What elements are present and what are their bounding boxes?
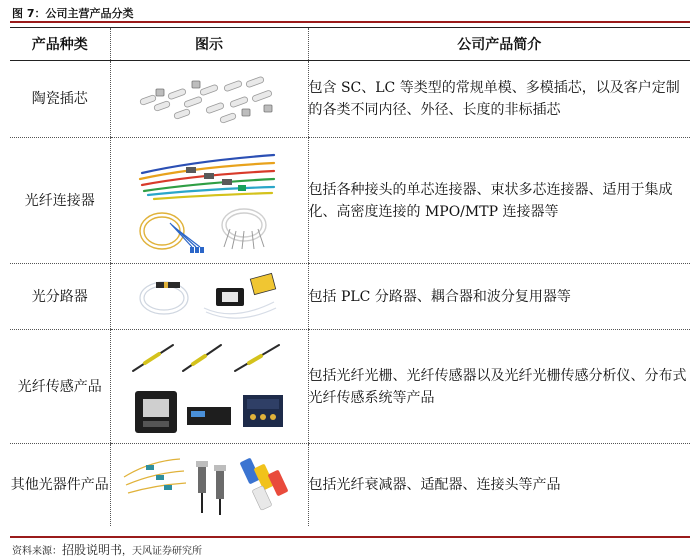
category-cell: 光纤传感产品 [10, 330, 110, 444]
header-row [10, 28, 690, 61]
table-row [10, 444, 690, 526]
source-main: 招股说明书 [62, 543, 123, 557]
source-note [12, 541, 202, 558]
description-cell: 包括 PLC 分路器、耦合器和波分复用器等 [308, 264, 690, 330]
source-rest: ，天风证券研究所 [122, 546, 203, 557]
description-cell: 包含 SC、LC 等类型的常规单模、多模插芯，以及客户定制的各类不同内径、外径、长度的非标插芯 [308, 61, 690, 138]
optical-splitter-image [134, 268, 284, 326]
description-cell: 包括光纤光栅、光纤传感器以及光纤光栅传感分析仪、分布式光纤传感系统等产品 [308, 330, 690, 444]
category-cell: 光纤连接器 [10, 138, 110, 264]
category-cell: 陶瓷插芯 [10, 61, 110, 138]
figure-title: 图 7：公司主营产品分类 [12, 7, 134, 20]
table-row [10, 138, 690, 264]
image-cell [110, 264, 308, 330]
other-optical-device-image [120, 451, 298, 519]
table-row [10, 61, 690, 138]
image-cell [110, 330, 308, 444]
ceramic-ferrule-image [134, 69, 284, 129]
fiber-connector-image [134, 143, 284, 258]
bottom-rule [10, 536, 690, 538]
top-rule [10, 21, 690, 23]
image-cell [110, 138, 308, 264]
table-row [10, 264, 690, 330]
fiber-sensor-image [129, 335, 289, 439]
category-cell: 其他光器件产品 [10, 476, 109, 493]
header-category: 产品种类 [10, 28, 110, 61]
source-label: 资料来源： [12, 546, 62, 557]
header-image: 图示 [110, 28, 308, 61]
image-cell [110, 444, 308, 526]
category-cell: 光分路器 [10, 264, 110, 330]
product-table [10, 27, 690, 526]
table-row [10, 330, 690, 444]
image-cell [110, 61, 308, 138]
description-cell: 包括各种接头的单芯连接器、束状多芯连接器、适用于集成化、高密度连接的 MPO/MTP 连接器等 [308, 138, 690, 264]
header-description: 公司产品简介 [308, 28, 690, 61]
description-cell: 包括光纤衰减器、适配器、连接头等产品 [308, 444, 690, 526]
